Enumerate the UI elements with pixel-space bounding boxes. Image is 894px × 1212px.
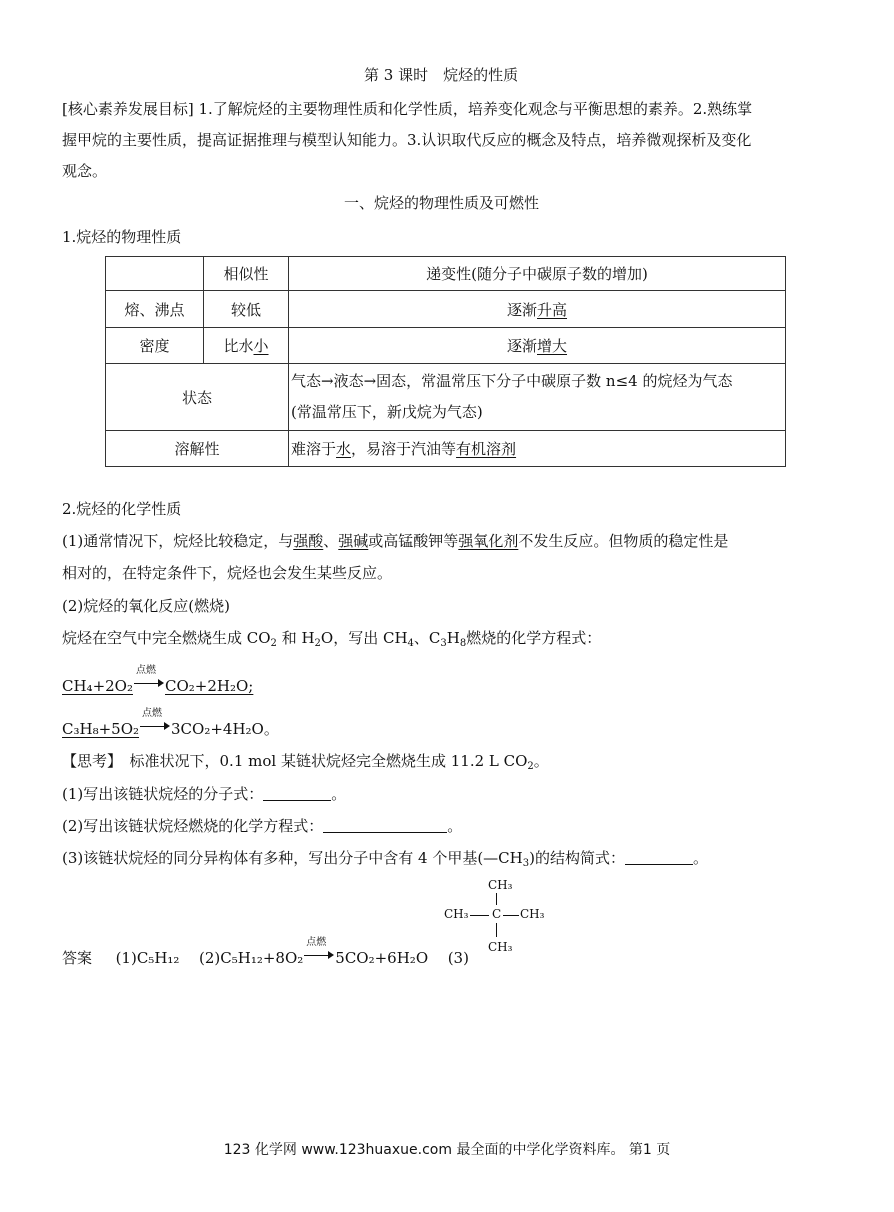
text: 烷烃在空气中完全燃烧生成 CO: [62, 629, 271, 647]
table-cell: 熔、沸点: [106, 291, 204, 328]
methyl-bottom: CH₃: [488, 940, 513, 954]
page-title: 第 3 课时 烷烃的性质: [364, 66, 519, 84]
text: 和 H: [276, 629, 315, 647]
answer-line: [62, 937, 469, 968]
goals-line-1: [62, 99, 752, 119]
text: H: [446, 629, 460, 647]
think-stem: 【思考】 标准状况下，0.1 mol 某链状烷烃完全燃烧生成 11.2 L $CO_2$。: [62, 752, 549, 772]
methyl-left: CH₃: [444, 907, 469, 921]
page-footer: 123 化学网 www.123huaxue.com 最全面的中学化学资料库。 第1 页: [223, 1142, 671, 1158]
table-row: [106, 431, 786, 467]
answer-blank: [263, 786, 331, 801]
paragraph-combustion: 烷烃在空气中完全燃烧生成 $CO_2$ 和 $H_2O$，写出 $CH_4$、$C_3H_8$燃烧的化学方程式：: [62, 629, 602, 649]
table-row: [106, 364, 786, 431]
answer-2-rhs: 5CO₂+6H₂O: [335, 949, 429, 967]
table-cell: 溶解性: [106, 431, 289, 467]
reaction-arrow-icon: [140, 708, 170, 732]
text: 、C: [413, 629, 441, 647]
table-cell: [289, 364, 786, 431]
neopentane-structure: [440, 878, 550, 962]
paragraph-stability: [62, 531, 728, 551]
reaction-arrow-icon: [304, 937, 334, 961]
answer-3: (3): [447, 949, 469, 967]
question-1: [62, 784, 346, 804]
equation-product: 3CO₂+4H₂O: [171, 720, 264, 738]
paragraph-stability-2: 相对的，在特定条件下，烷烃也会发生某些反应。: [62, 564, 393, 582]
answer-fill: C₃H₈+5O₂: [62, 720, 140, 738]
cell-text: 气态→液态→固态，常温常压下分子中碳原子数 n≤4 的烷烃为气态: [291, 372, 733, 390]
cell-text: (常温常压下，新戊烷为气态): [291, 403, 483, 421]
answer-fill: 升高: [537, 300, 568, 319]
text: 燃烧的化学方程式：: [466, 629, 602, 647]
equation-methane: [62, 665, 254, 696]
answer-fill: 强碱: [338, 532, 369, 550]
text: 。: [692, 849, 708, 867]
physical-properties-table: [105, 256, 786, 467]
text: 。: [447, 817, 463, 835]
table-row: [106, 291, 786, 328]
central-carbon: C: [492, 907, 502, 921]
goals-line-3: 观念。: [62, 162, 108, 180]
answer-tag: 答案: [62, 949, 93, 967]
condition-label: 点燃: [306, 937, 327, 948]
condition-label: 点燃: [142, 708, 163, 719]
paragraph-combustion-title: (2)烷烃的氧化反应(燃烧): [62, 597, 230, 615]
section-heading: 一、烷烃的物理性质及可燃性: [344, 194, 540, 212]
cell-text: ，易溶于汽油等: [351, 440, 457, 458]
answer-fill: CH₄+2O₂: [62, 677, 133, 695]
table-cell: 较低: [204, 291, 289, 328]
text: O，写出 CH: [320, 629, 408, 647]
answer-fill: 小: [253, 337, 269, 355]
table-cell: 密度: [106, 328, 204, 364]
text: 。: [533, 752, 549, 770]
text: 、: [323, 532, 339, 550]
table-header-row: [106, 257, 786, 291]
condition-label: 点燃: [136, 665, 156, 676]
text: (1)通常情况下，烷烃比较稳定，与: [62, 532, 294, 550]
answer-fill: 水: [336, 440, 352, 458]
table-cell: [106, 257, 204, 291]
think-tag: 【思考】: [62, 752, 115, 770]
answer-1: (1)C₅H₁₂: [115, 949, 180, 967]
subheading-chemical: 2.烷烃的化学性质: [62, 500, 182, 518]
subheading-physical: 1.烷烃的物理性质: [62, 228, 182, 246]
methyl-top: CH₃: [488, 878, 513, 892]
goals-line-2: 握甲烷的主要性质，提高证据推理与模型认知能力。3.认识取代反应的概念及特点，培养微观探析及变化: [62, 131, 752, 149]
text: 不发生反应。但物质的稳定性是: [518, 532, 729, 550]
text: 。: [263, 720, 279, 738]
answer-blank: [625, 850, 693, 865]
question-3: (3)该链状烷烃的同分异构体有多种，写出分子中含有 4 个甲基$(—CH_3)$的结构简式： 。: [62, 849, 708, 869]
question-2: [62, 816, 462, 836]
text: 或高锰酸钾等: [368, 532, 459, 550]
table-cell: [204, 328, 289, 364]
table-cell: 递变性(随分子中碳原子数的增加): [289, 257, 786, 291]
table-cell: [289, 291, 786, 328]
table-cell: 状态: [106, 364, 289, 431]
answer-blank: [323, 818, 447, 833]
text: 标准状况下，0.1 mol 某链状烷烃完全燃烧生成 11.2 L CO: [114, 752, 528, 770]
answer-fill: 增大: [537, 337, 568, 355]
answer-fill: 强酸: [293, 532, 324, 550]
answer-fill: CO₂+2H₂O;: [165, 677, 254, 695]
table-row: [106, 328, 786, 364]
text: (2)写出该链状烷烃燃烧的化学方程式：: [62, 817, 324, 835]
text: )的结构简式：: [529, 849, 625, 867]
table-cell: [289, 328, 786, 364]
table-cell: [289, 431, 786, 467]
goals-text-1: 1.了解烷烃的主要物理性质和化学性质，培养变化观念与平衡思想的素养。2.熟练掌: [198, 100, 753, 118]
cell-text: 逐渐: [506, 337, 537, 355]
answer-2-lhs: (2)C₅H₁₂+8O₂: [199, 949, 304, 967]
cell-text: 逐渐: [506, 300, 537, 319]
reaction-arrow-icon: [134, 665, 164, 689]
text: 。: [331, 785, 347, 803]
answer-fill: 强氧化剂: [458, 532, 519, 550]
goals-tag: [核心素养发展目标]: [62, 100, 194, 118]
table-cell: 相似性: [204, 257, 289, 291]
equation-propane: [62, 708, 279, 739]
cell-text: 比水: [223, 337, 254, 355]
methyl-right: CH₃: [520, 907, 545, 921]
answer-fill: 有机溶剂: [456, 440, 517, 458]
text: (3)该链状烷烃的同分异构体有多种，写出分子中含有 4 个甲基(—CH: [62, 849, 523, 867]
text: (1)写出该链状烷烃的分子式：: [62, 785, 264, 803]
cell-text: 难溶于: [291, 440, 337, 458]
